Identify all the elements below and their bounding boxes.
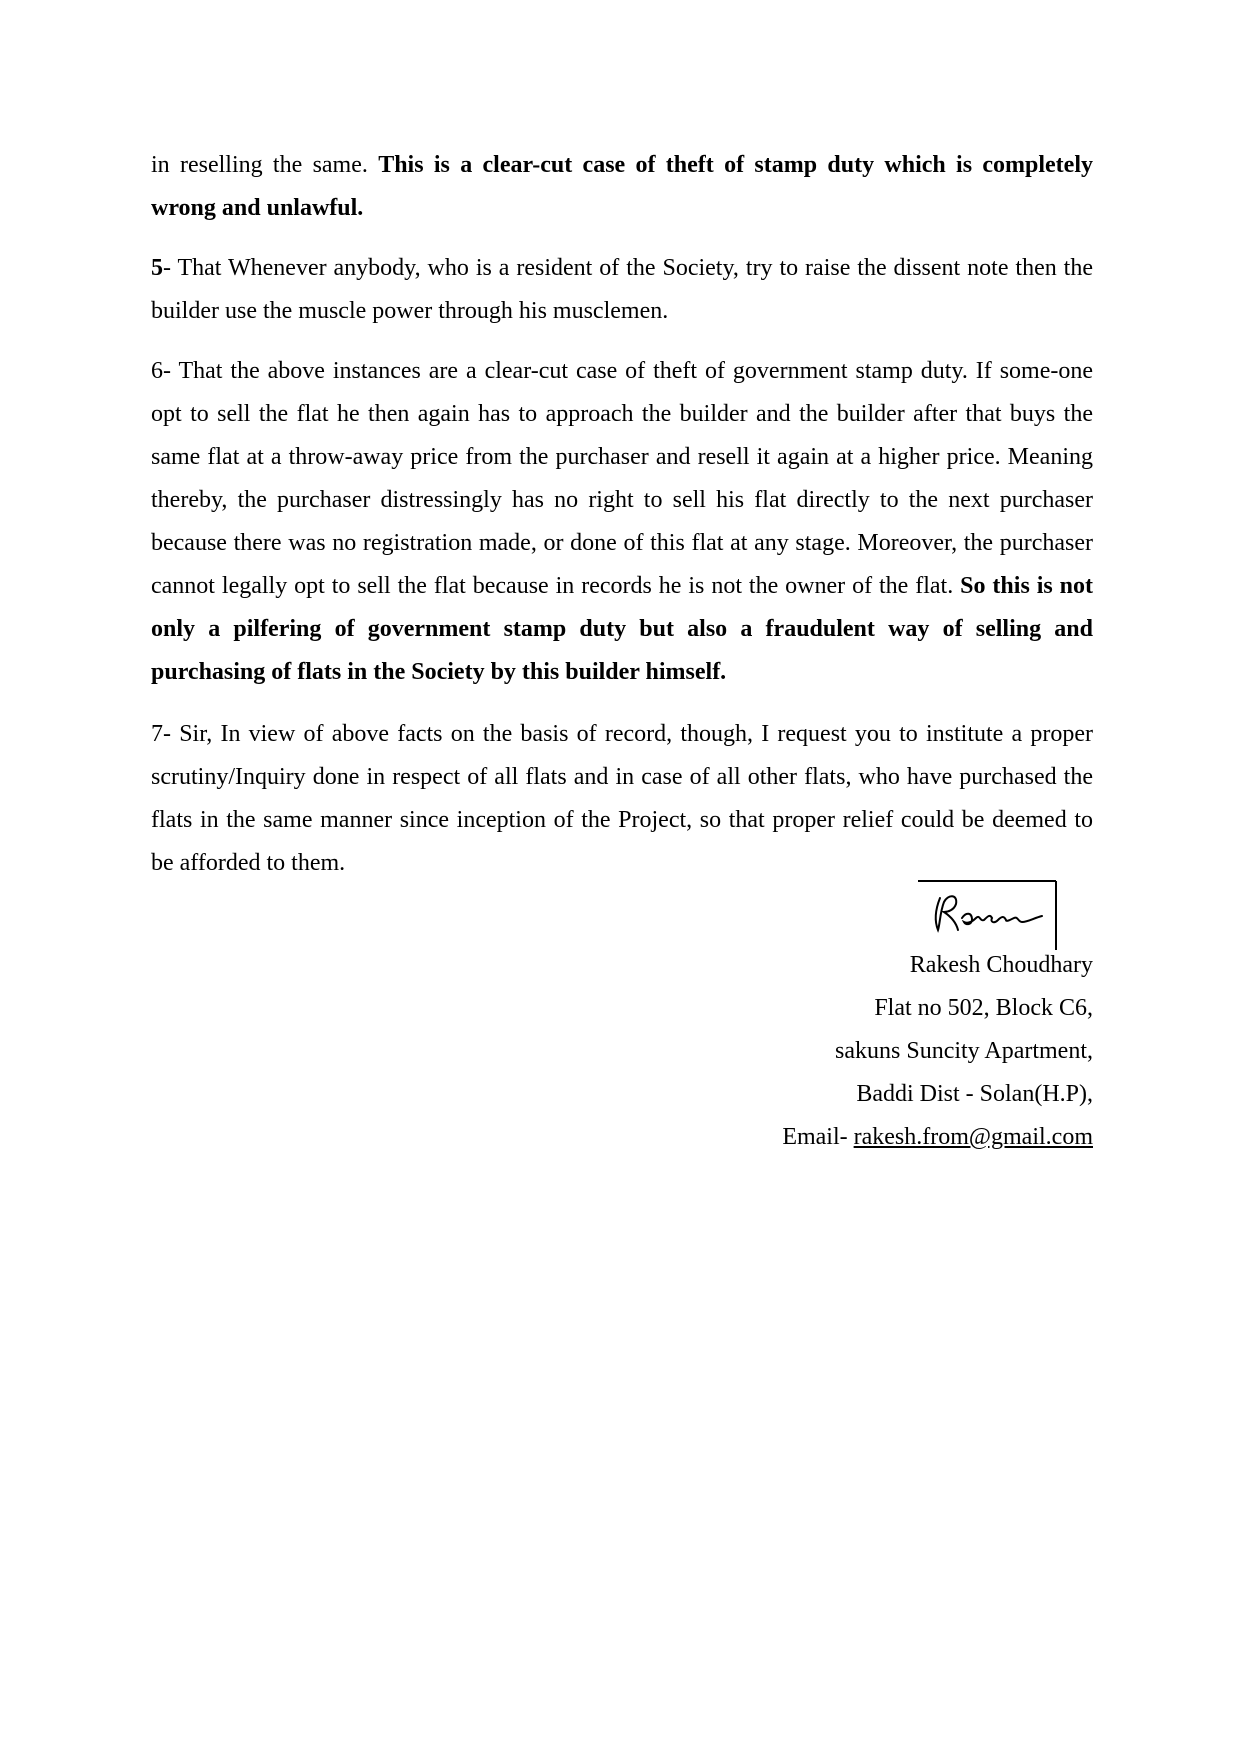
paragraph-continuation <box>151 144 1093 230</box>
address-line-3: Baddi Dist - Solan(H.P), <box>856 1081 1093 1107</box>
paragraph-7-text: 7- Sir, In view of above facts on the basis of record, though, I request you to institute a proper scrutiny/Inquiry done in respect of all flats and in case of all other flats, who have purchased the flats in the same manner since inception of the Project, so that proper relief could be deemed to be afforded to them. <box>151 721 1093 876</box>
paragraph-7 <box>151 713 1093 885</box>
address-line-1: Flat no 502, Block C6, <box>874 995 1093 1021</box>
email-line <box>573 1116 1093 1159</box>
handwritten-signature <box>918 878 1058 950</box>
paragraph-5-number: 5 <box>151 255 163 281</box>
paragraph-6-bold: So this is not only a pilfering of government stamp duty but also a fraudulent way of selling and purchasing of flats in the Society by this builder himself. <box>151 573 1093 685</box>
paragraph-5-text: - That Whenever anybody, who is a resident of the Society, try to raise the dissent note then the builder use the muscle power through his musclemen. <box>151 255 1093 324</box>
paragraph-5 <box>151 247 1093 333</box>
signature-block <box>573 944 1093 1159</box>
paragraph-continuation-bold: This is a clear-cut case of theft of stamp duty which is completely wrong and unlawful. <box>151 152 1093 221</box>
signer-name: Rakesh Choudhary <box>909 952 1093 978</box>
email-link[interactable]: rakesh.from@gmail.com <box>853 1124 1093 1150</box>
paragraph-6-text: 6- That the above instances are a clear-cut case of theft of government stamp duty. If some-one opt to sell the flat he then again has to approach the builder and the builder after that buys the same flat at a throw-away price from the purchaser and resell it again at a higher price. Meaning thereby, the purchaser distressingly has no right to sell his flat directly to the next purchaser because there was no registration made, or done of this flat at any stage. Moreover, the purchaser cannot legally opt to sell the flat because in records he is not the owner of the flat. <box>151 358 1093 599</box>
paragraph-6 <box>151 350 1093 694</box>
paragraph-continuation-text: in reselling the same. <box>151 152 379 178</box>
email-label: Email- <box>782 1124 854 1150</box>
address-line-2: sakuns Suncity Apartment, <box>835 1038 1093 1064</box>
